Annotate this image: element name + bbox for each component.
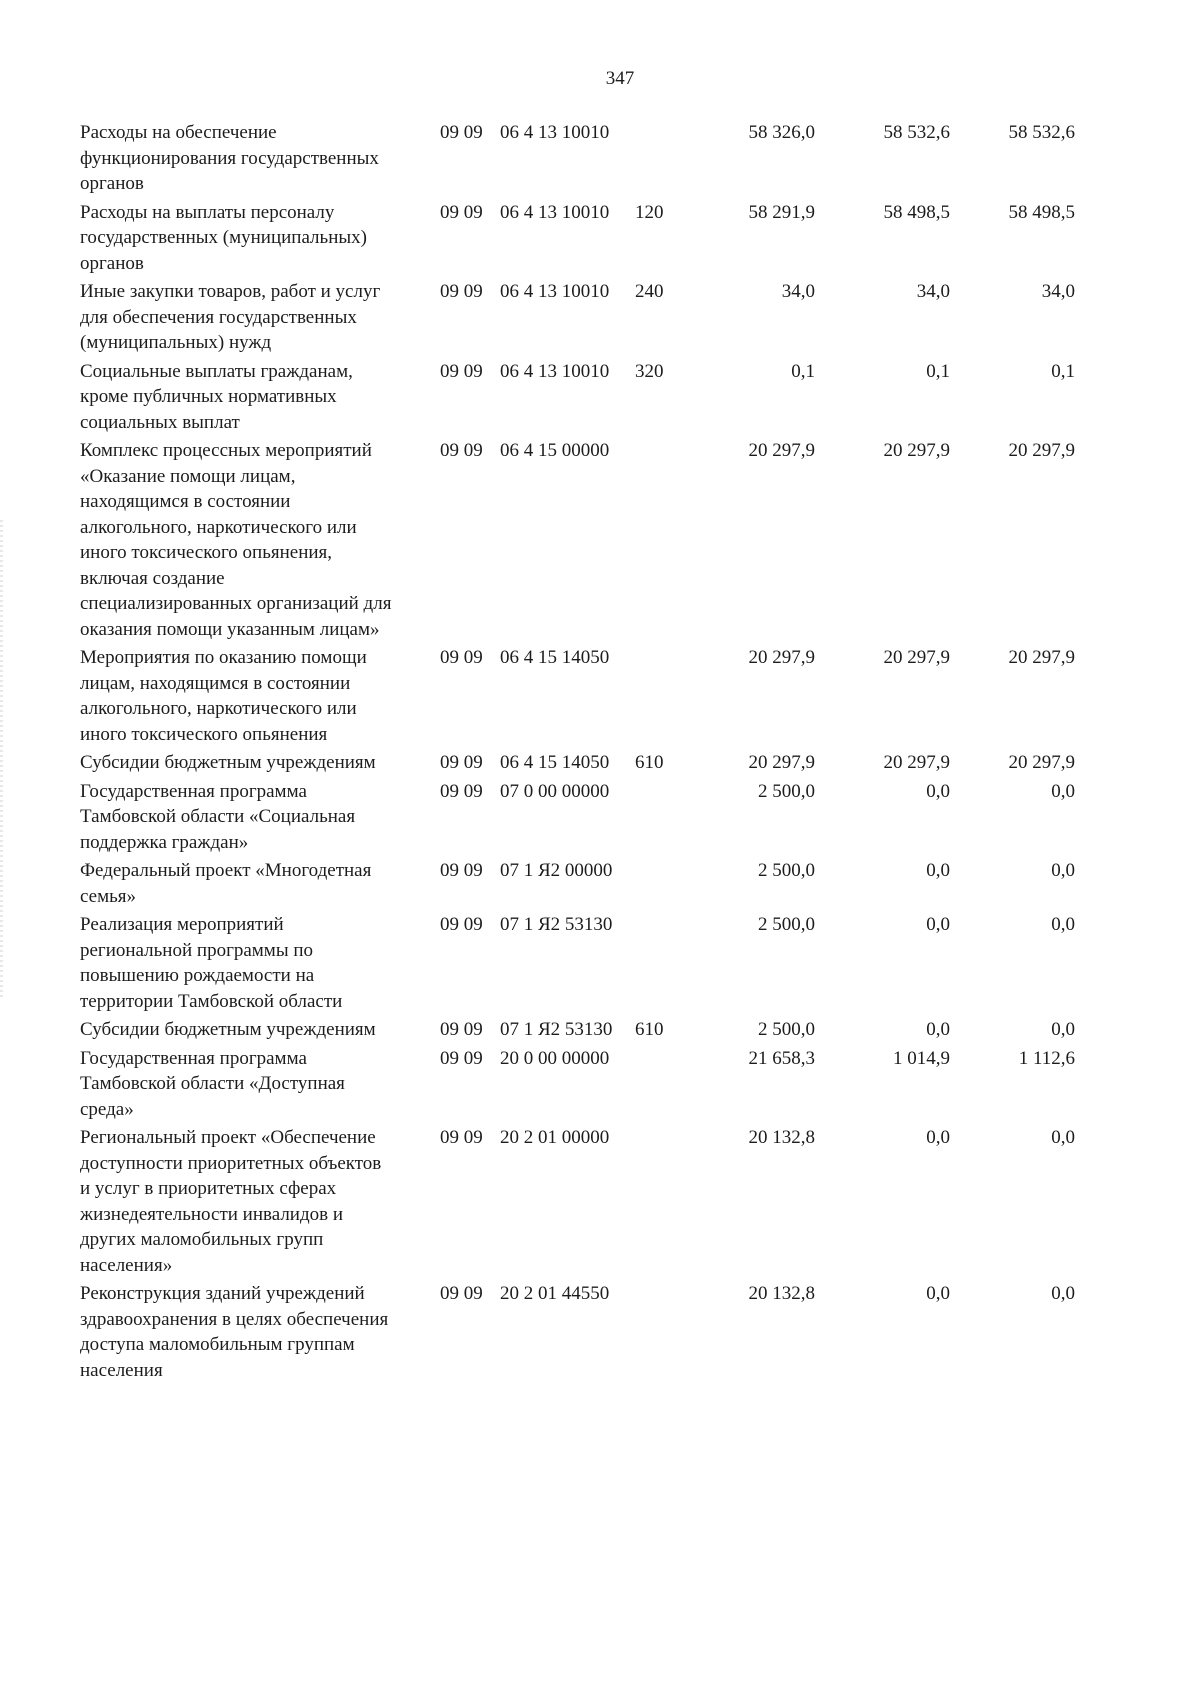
- row-amount-year-1: 21 658,3: [748, 1047, 815, 1069]
- row-name: Реконструкция зданий учреждений здравоохранения в целях обеспечения доступа маломобильным группам населения: [80, 1283, 389, 1381]
- row-name: Государственная программа Тамбовской области «Доступная среда»: [80, 1047, 345, 1120]
- row-target-article: 06 4 15 14050: [500, 752, 610, 773]
- row-amount-year-1: 2 500,0: [758, 914, 815, 935]
- row-amount-year-2: 20 297,9: [883, 440, 950, 461]
- row-section: 09 09: [440, 1047, 483, 1069]
- row-name: Иные закупки товаров, работ и услуг для обеспечения государственных (муниципальных) нужд: [80, 281, 381, 353]
- row-amount-year-1: 20 132,8: [748, 1283, 815, 1304]
- row-amount-year-3: 0,0: [1051, 1019, 1075, 1040]
- row-amount-year-3: 1 112,6: [1018, 1047, 1075, 1069]
- row-name: Комплекс процессных мероприятий «Оказание помощи лицам, находящимся в состоянии алкогольного, наркотического или иного токсического опьянения, включая создание специализированных организаций для оказания помощи указанным лицам»: [80, 440, 392, 640]
- row-target-article: 20 2 01 00000: [500, 1127, 610, 1148]
- row-name: Расходы на выплаты персоналу государственных (муниципальных) органов: [80, 201, 367, 274]
- row-section: 09 09: [440, 647, 483, 668]
- row-target-article: 06 4 13 10010: [500, 201, 610, 223]
- row-amount-year-1: 2 500,0: [758, 1019, 815, 1040]
- row-expense-type: [635, 120, 710, 197]
- row-amount-year-1: 58 291,9: [748, 201, 815, 223]
- scan-edge-marks: [0, 520, 3, 1000]
- row-name: Мероприятия по оказанию помощи лицам, находящимся в состоянии алкогольного, наркотического или иного токсического опьянения: [80, 647, 367, 745]
- row-section: 09 09: [440, 440, 483, 461]
- row-amount-year-3: 0,0: [1051, 860, 1075, 881]
- row-amount-year-1: 2 500,0: [758, 780, 815, 802]
- row-amount-year-2: 0,0: [926, 1283, 950, 1304]
- row-amount-year-3: 20 297,9: [1008, 752, 1075, 773]
- row-name: Субсидии бюджетным учреждениям: [80, 1019, 376, 1040]
- row-target-article: 07 0 00 00000: [500, 780, 610, 802]
- row-expense-type: 120: [635, 201, 664, 223]
- row-amount-year-3: 20 297,9: [1008, 440, 1075, 461]
- row-expense-type: 610: [635, 1019, 664, 1040]
- row-expense-type: 320: [635, 360, 664, 382]
- row-target-article: 06 4 13 10010: [500, 122, 610, 143]
- row-section: 09 09: [440, 914, 483, 935]
- row-section: 09 09: [440, 1127, 483, 1148]
- row-amount-year-1: 2 500,0: [758, 860, 815, 881]
- row-amount-year-3: 20 297,9: [1008, 647, 1075, 668]
- row-amount-year-2: 0,0: [926, 1019, 950, 1040]
- table-row: [80, 1046, 1160, 1123]
- table-row: [80, 279, 1160, 356]
- row-name: Реализация мероприятий региональной программы по повышению рождаемости на территории Тамбовской области: [80, 914, 343, 1012]
- row-amount-year-3: 58 532,6: [1008, 122, 1075, 143]
- row-expense-type: [635, 1125, 710, 1278]
- row-expense-type: [635, 858, 710, 909]
- row-target-article: 06 4 13 10010: [500, 281, 610, 302]
- row-target-article: 07 1 Я2 53130: [500, 1019, 613, 1040]
- row-target-article: 06 4 15 00000: [500, 440, 610, 461]
- table-row: [80, 1017, 1160, 1043]
- table-row: [80, 200, 1160, 277]
- row-amount-year-2: 20 297,9: [883, 647, 950, 668]
- row-amount-year-2: 20 297,9: [883, 752, 950, 773]
- row-target-article: 20 0 00 00000: [500, 1047, 610, 1069]
- row-target-article: 20 2 01 44550: [500, 1283, 610, 1304]
- table-row: [80, 750, 1160, 776]
- row-expense-type: [635, 438, 710, 642]
- row-amount-year-2: 0,0: [926, 860, 950, 881]
- row-expense-type: 610: [635, 752, 664, 773]
- row-amount-year-1: 0,1: [791, 360, 815, 382]
- row-target-article: 06 4 13 10010: [500, 360, 610, 382]
- row-amount-year-2: 0,0: [926, 1127, 950, 1148]
- row-name: Субсидии бюджетным учреждениям: [80, 752, 376, 773]
- table-row: [80, 779, 1160, 856]
- row-amount-year-3: 0,0: [1051, 780, 1075, 802]
- row-amount-year-2: 0,0: [926, 914, 950, 935]
- table-row: [80, 912, 1160, 1014]
- row-amount-year-2: 0,0: [926, 780, 950, 802]
- row-section: 09 09: [440, 1283, 483, 1304]
- row-section: 09 09: [440, 122, 483, 143]
- row-amount-year-3: 0,0: [1051, 914, 1075, 935]
- row-target-article: 06 4 15 14050: [500, 647, 610, 668]
- table-row: [80, 1125, 1160, 1278]
- row-name: Федеральный проект «Многодетная семья»: [80, 860, 372, 907]
- row-section: 09 09: [440, 281, 483, 302]
- row-expense-type: [635, 779, 710, 856]
- row-section: 09 09: [440, 752, 483, 773]
- row-name: Государственная программа Тамбовской области «Социальная поддержка граждан»: [80, 780, 356, 853]
- row-amount-year-2: 58 532,6: [883, 122, 950, 143]
- row-expense-type: [635, 912, 710, 1014]
- table-row: [80, 359, 1160, 436]
- row-expense-type: 240: [635, 281, 664, 302]
- row-amount-year-1: 34,0: [781, 281, 815, 302]
- row-amount-year-3: 0,1: [1051, 360, 1075, 382]
- row-section: 09 09: [440, 780, 483, 802]
- row-amount-year-3: 0,0: [1051, 1127, 1075, 1148]
- table-row: [80, 645, 1160, 747]
- row-target-article: 07 1 Я2 53130: [500, 914, 613, 935]
- row-amount-year-3: 34,0: [1041, 281, 1075, 302]
- table-row: [80, 1281, 1160, 1383]
- row-amount-year-2: 58 498,5: [883, 201, 950, 223]
- row-amount-year-1: 20 132,8: [748, 1127, 815, 1148]
- row-amount-year-1: 58 326,0: [748, 122, 815, 143]
- row-amount-year-3: 58 498,5: [1008, 201, 1075, 223]
- row-section: 09 09: [440, 201, 483, 223]
- row-name: Региональный проект «Обеспечение доступности приоритетных объектов и услуг в приоритетных сферах жизнедеятельности инвалидов и других маломобильных групп населения»: [80, 1127, 382, 1276]
- table-row: [80, 120, 1160, 197]
- row-amount-year-2: 1 014,9: [893, 1047, 950, 1069]
- row-section: 09 09: [440, 360, 483, 382]
- budget-table: [80, 120, 1160, 1386]
- page-number: 347: [605, 68, 635, 89]
- row-amount-year-1: 20 297,9: [748, 752, 815, 773]
- row-expense-type: [635, 1046, 710, 1123]
- row-amount-year-1: 20 297,9: [748, 440, 815, 461]
- row-section: 09 09: [440, 860, 483, 881]
- table-row: [80, 858, 1160, 909]
- row-target-article: 07 1 Я2 00000: [500, 860, 613, 881]
- row-expense-type: [635, 645, 710, 747]
- row-section: 09 09: [440, 1019, 483, 1040]
- row-amount-year-2: 34,0: [916, 281, 950, 302]
- table-row: [80, 438, 1160, 642]
- row-amount-year-2: 0,1: [926, 360, 950, 382]
- row-name: Расходы на обеспечение функционирования государственных органов: [80, 122, 379, 194]
- row-expense-type: [635, 1281, 710, 1383]
- row-amount-year-3: 0,0: [1051, 1283, 1075, 1304]
- row-name: Социальные выплаты гражданам, кроме публичных нормативных социальных выплат: [80, 360, 353, 433]
- row-amount-year-1: 20 297,9: [748, 647, 815, 668]
